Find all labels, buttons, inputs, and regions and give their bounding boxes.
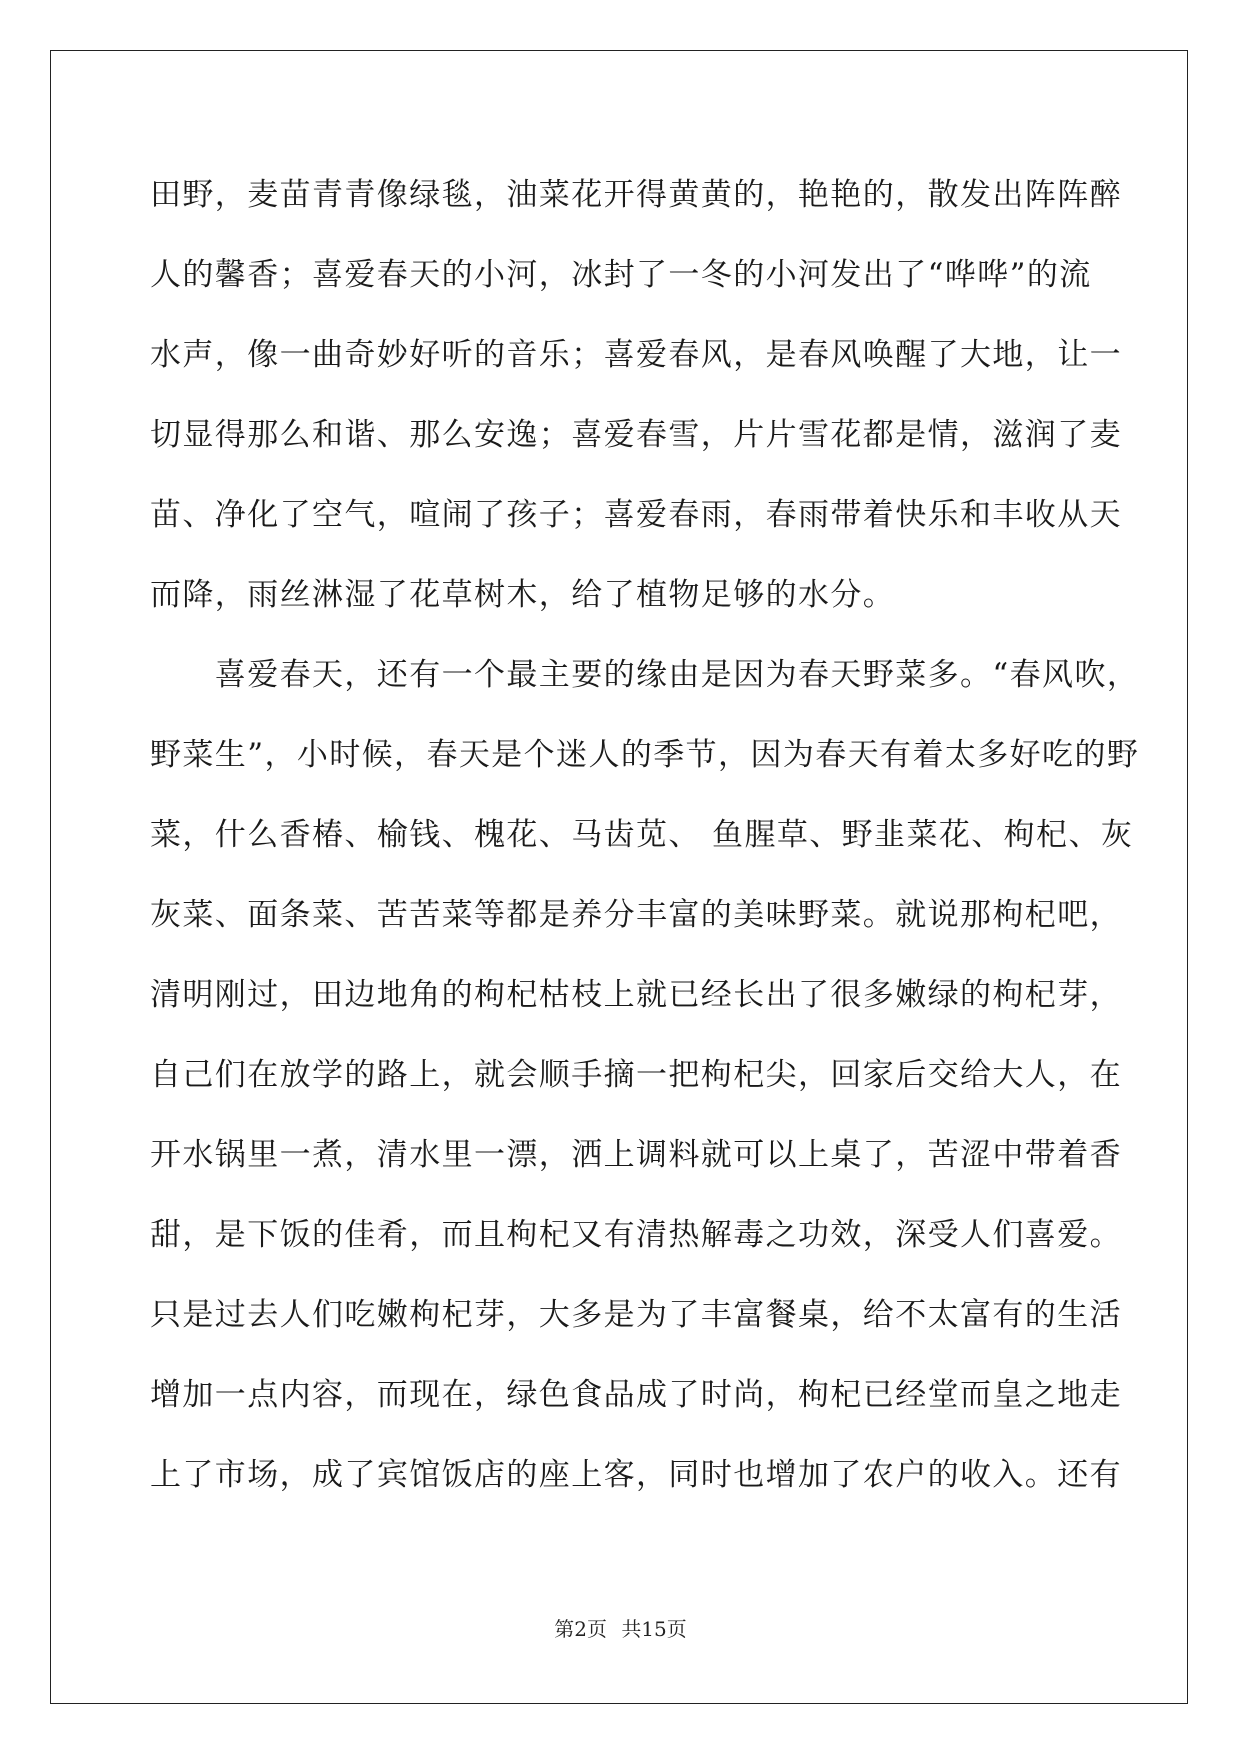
text-line: 喜爱春天，还有一个最主要的缘由是因为春天野菜多。“春风吹， [150, 657, 1140, 693]
text-line: 而降，雨丝淋湿了花草树木，给了植物足够的水分。 [150, 577, 896, 613]
page-footer [0, 1613, 1241, 1642]
text-line: 苗、净化了空气，喧闹了孩子；喜爱春雨，春雨带着快乐和丰收从天 [150, 497, 1122, 533]
text-line: 清明刚过，田边地角的枸杞枯枝上就已经长出了很多嫩绿的枸杞芽， [150, 977, 1122, 1013]
text-line: 菜，什么香椿、榆钱、槐花、马齿苋、 鱼腥草、野韭菜花、枸杞、灰 [150, 817, 1134, 853]
text-line: 野菜生”，小时候，春天是个迷人的季节，因为春天有着太多好吃的野 [150, 737, 1140, 773]
text-line: 切显得那么和谐、那么安逸；喜爱春雪，片片雪花都是情，滋润了麦 [150, 417, 1122, 453]
text-line: 只是过去人们吃嫩枸杞芽，大多是为了丰富餐桌，给不太富有的生活 [150, 1297, 1122, 1333]
text-line: 甜，是下饭的佳肴，而且枸杞又有清热解毒之功效，深受人们喜爱。 [150, 1217, 1122, 1253]
text-line: 增加一点内容，而现在，绿色食品成了时尚，枸杞已经堂而皇之地走 [150, 1377, 1122, 1413]
text-line: 水声，像一曲奇妙好听的音乐；喜爱春风，是春风唤醒了大地，让一 [150, 337, 1122, 373]
document-body [150, 155, 1140, 1515]
text-line: 自己们在放学的路上，就会顺手摘一把枸杞尖，回家后交给大人，在 [150, 1057, 1122, 1093]
text-line: 田野，麦苗青青像绿毯，油菜花开得黄黄的，艳艳的，散发出阵阵醉 [150, 177, 1122, 213]
text-line: 开水锅里一煮，清水里一漂，洒上调料就可以上桌了，苦涩中带着香 [150, 1137, 1122, 1173]
page-total: 共15页 [621, 1617, 687, 1641]
text-line: 人的馨香；喜爱春天的小河，冰封了一冬的小河发出了“哗哗”的流 [150, 257, 1092, 293]
text-line: 灰菜、面条菜、苦苦菜等都是养分丰富的美味野菜。就说那枸杞吧， [150, 897, 1122, 933]
text-line: 上了市场，成了宾馆饭店的座上客，同时也增加了农户的收入。还有 [150, 1457, 1122, 1493]
page-number: 第2页 [554, 1617, 607, 1641]
